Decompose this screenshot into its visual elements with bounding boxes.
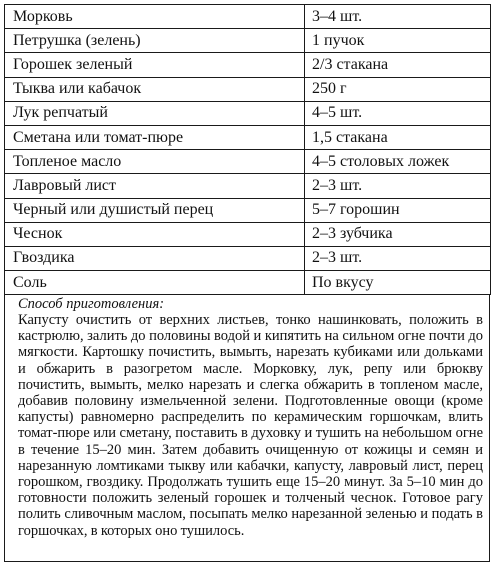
table-row [5, 5, 491, 29]
ingredient-name: Гвоздика [5, 246, 305, 270]
ingredient-name: Чеснок [5, 222, 305, 246]
ingredient-amount: 5–7 горошин [305, 198, 491, 222]
ingredient-amount: 2–3 зубчика [305, 222, 491, 246]
ingredient-amount: По вкусу [305, 271, 491, 295]
table-row [5, 53, 491, 77]
table-row [5, 101, 491, 125]
ingredient-amount: 2/3 стакана [305, 53, 491, 77]
ingredient-amount: 4–5 шт. [305, 101, 491, 125]
ingredient-name: Сметана или томат-пюре [5, 125, 305, 149]
table-row [5, 174, 491, 198]
table-row [5, 29, 491, 53]
ingredient-name: Морковь [5, 5, 305, 29]
table-row [5, 222, 491, 246]
ingredient-name: Соль [5, 271, 305, 295]
ingredient-amount: 250 г [305, 77, 491, 101]
ingredient-name: Лук репчатый [5, 101, 305, 125]
table-row [5, 246, 491, 270]
ingredient-name: Топленое масло [5, 150, 305, 174]
ingredient-amount: 2–3 шт. [305, 174, 491, 198]
ingredient-amount: 1 пучок [305, 29, 491, 53]
table-row [5, 125, 491, 149]
ingredients-table-body [5, 5, 491, 295]
ingredient-name: Лавровый лист [5, 174, 305, 198]
table-row [5, 150, 491, 174]
table-row [5, 271, 491, 295]
ingredient-amount: 4–5 столовых ложек [305, 150, 491, 174]
ingredient-amount: 2–3 шт. [305, 246, 491, 270]
ingredient-amount: 3–4 шт. [305, 5, 491, 29]
ingredient-name: Тыква или кабачок [5, 77, 305, 101]
ingredients-table [4, 4, 491, 295]
table-row [5, 77, 491, 101]
table-row [5, 198, 491, 222]
method-heading: Способ приготовления: [18, 296, 165, 312]
ingredient-name: Черный или душистый перец [5, 198, 305, 222]
cooking-method-box [4, 294, 490, 562]
ingredient-name: Горошек зеленый [5, 53, 305, 77]
method-text: Капусту очистить от верхних листьев, тонко нашинковать, положить в кастрюлю, залить до половины водой и кипятить на сильном огне почти до мягкости. Картошку почистить, вымыть, нарезать кубиками или дольками и обжарить в разогретом масле. Морковку, лук, репу или брюкву почистить, вымыть, мелко нарезать и слегка обжарить в топленом масле, добавив половину измельченной зелени. Подготовленные овощи (кроме капусты) равномерно распределить по керамическим горшочкам, влить томат-пюре или сметану, поставить в духовку и тушить на небольшом огне в течение 15–20 мин. Затем добавить очищенную от кожицы и семян и нарезанную ломтиками тыкву или кабачки, капусту, лавровый лист, перец горошком, гвоздику. Продолжать тушить еще 15–20 минут. За 5–10 мин до готовности положить зеленый горошек и толченый чеснок. Готовое рагу полить сливочным маслом, посыпать мелко нарезанной зеленью и подать в горшочках, в которых оно тушилось. [18, 312, 483, 539]
ingredient-amount: 1,5 стакана [305, 125, 491, 149]
ingredient-name: Петрушка (зелень) [5, 29, 305, 53]
